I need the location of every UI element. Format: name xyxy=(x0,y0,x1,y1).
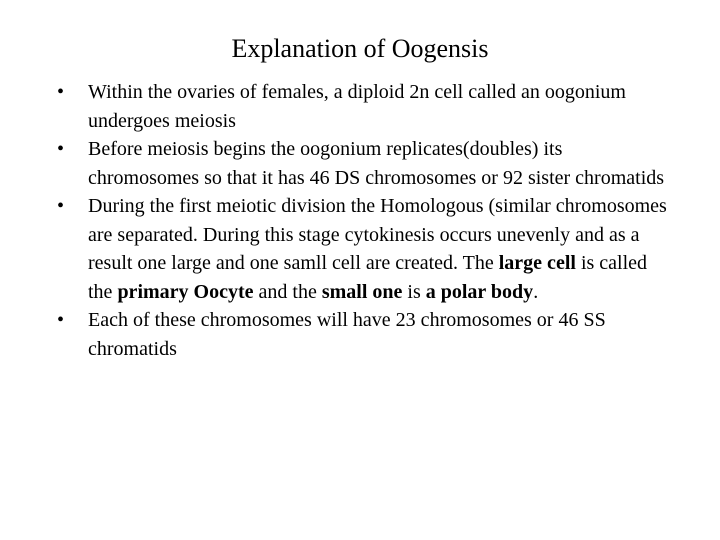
bullet-text: Before meiosis begins the oogonium replicates(doubles) its chromosomes so that it has 46 DS chromosomes or 92 sister chromatids xyxy=(88,138,665,189)
bullet-icon: • xyxy=(57,138,65,160)
bullet-text: and the xyxy=(253,280,322,303)
bullet-icon: • xyxy=(57,195,65,217)
bullet-text: is called the xyxy=(88,252,648,303)
bullet-icon: • xyxy=(57,81,65,103)
bullet-item xyxy=(55,192,675,306)
bold-term-polar-body: a polar body xyxy=(425,280,534,303)
bullet-text: Each of these chromosomes will have 23 chromosomes or 46 SS chromatids xyxy=(88,309,606,360)
bullet-text: During the first meiotic division the Homologous (similar chromosomes are separated. During this stage cytokinesis occurs unevenly and as a result one large and one samll cell are created. The xyxy=(88,195,667,274)
slide-title: Explanation of Oogensis xyxy=(231,34,489,63)
bullet-icon: • xyxy=(57,309,65,331)
bullet-text: Within the ovaries of females, a diploid 2n cell called an oogonium undergoes meiosis xyxy=(88,81,626,132)
bullet-item xyxy=(55,135,675,192)
bold-term-primary-oocyte: primary Oocyte xyxy=(117,280,254,303)
bullet-text: is xyxy=(402,280,426,303)
bullet-list xyxy=(55,78,675,363)
bold-term-small-one: small one xyxy=(321,280,403,303)
bullet-item xyxy=(55,306,675,363)
bold-term-large-cell: large cell xyxy=(498,252,576,274)
bullet-text: . xyxy=(533,280,539,303)
bullet-item xyxy=(55,78,675,135)
